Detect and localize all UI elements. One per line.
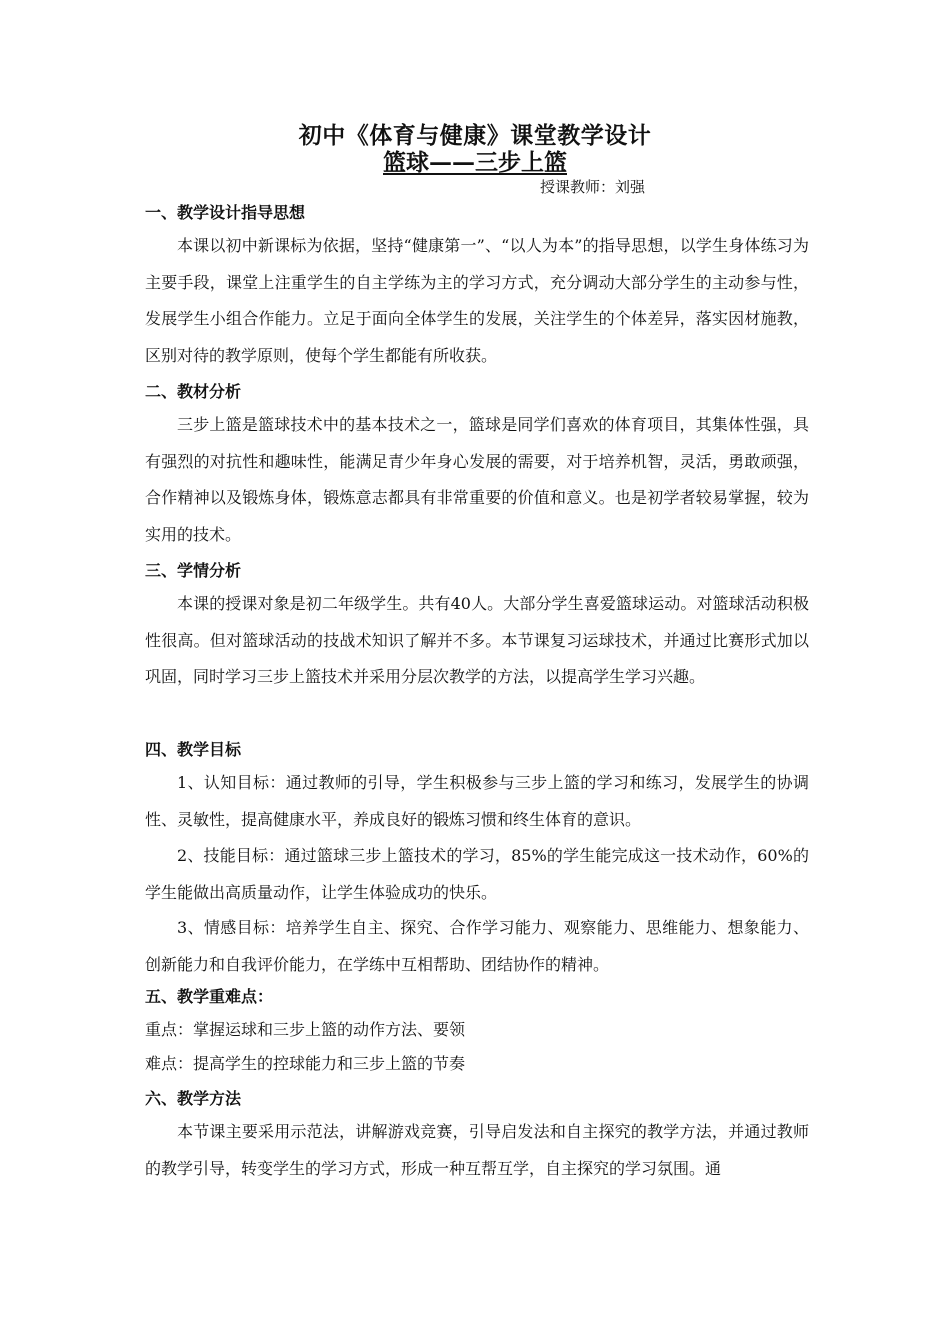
section-heading-guiding-thought: 一、教学设计指导思想 — [145, 203, 306, 222]
section-paragraph-guiding-thought: 本课以初中新课标为依据，坚持“健康第一”、“以人为本”的指导思想，以学生身体练习为主要手段，课堂上注重学生的自主学练为主的学习方式，充分调动大部分学生的主动参与性，发展学生小组合作能力。立足于面向全体学生的发展，关注学生的个体差异，落实因材施教，区别对待的教学原则，使每个学生都能有所收获。 — [145, 236, 809, 366]
section-heading-teaching-goals: 四、教学目标 — [145, 740, 242, 759]
document-subtitle — [0, 149, 950, 177]
author-line: 授课教师：刘强 — [540, 178, 646, 196]
section-paragraph-teaching-methods: 本节课主要采用示范法，讲解游戏竞赛，引导启发法和自主探究的教学方法，并通过教师的教学引导，转变学生的学习方式，形成一种互帮互学，自主探究的学习氛围。通 — [145, 1122, 809, 1178]
goal-cognitive: 1、认知目标：通过教师的引导，学生积极参与三步上篮的学习和练习，发展学生的协调性、灵敏性，提高健康水平，养成良好的锻炼习惯和终生体育的意识。 — [145, 773, 809, 829]
goal-emotional: 3、情感目标：培养学生自主、探究、合作学习能力、观察能力、思维能力、想象能力、创新能力和自我评价能力，在学练中互相帮助、团结协作的精神。 — [145, 918, 809, 974]
section-paragraph-learner-analysis: 本课的授课对象是初二年级学生。共有40人。大部分学生喜爱篮球运动。对篮球活动积极性很高。但对篮球活动的技战术知识了解并不多。本节课复习运球技术，并通过比赛形式加以巩固，同时学习三步上篮技术并采用分层次教学的方法，以提高学生学习兴趣。 — [145, 594, 809, 687]
document-title: 初中《体育与健康》课堂教学设计 — [298, 122, 652, 149]
subtitle-text: 篮球——三步上篮 — [383, 149, 567, 176]
section-heading-key-difficult-points: 五、教学重难点： — [145, 987, 274, 1006]
key-point: 重点：掌握运球和三步上篮的动作方法、要领 — [145, 1020, 466, 1039]
section-heading-teaching-methods: 六、教学方法 — [145, 1089, 242, 1108]
goal-skill: 2、技能目标：通过篮球三步上篮技术的学习，85%的学生能完成这一技术动作，60%的学生能做出高质量动作，让学生体验成功的快乐。 — [145, 846, 809, 902]
section-heading-material-analysis: 二、教材分析 — [145, 382, 242, 401]
section-paragraph-material-analysis: 三步上篮是篮球技术中的基本技术之一，篮球是同学们喜欢的体育项目，其集体性强，具有强烈的对抗性和趣味性，能满足青少年身心发展的需要，对于培养机智，灵活，勇敢顽强，合作精神以及锻炼身体，锻炼意志都具有非常重要的价值和意义。也是初学者较易掌握，较为实用的技术。 — [145, 415, 809, 545]
difficult-point: 难点：提高学生的控球能力和三步上篮的节奏 — [145, 1054, 466, 1073]
section-heading-learner-analysis: 三、学情分析 — [145, 561, 242, 580]
